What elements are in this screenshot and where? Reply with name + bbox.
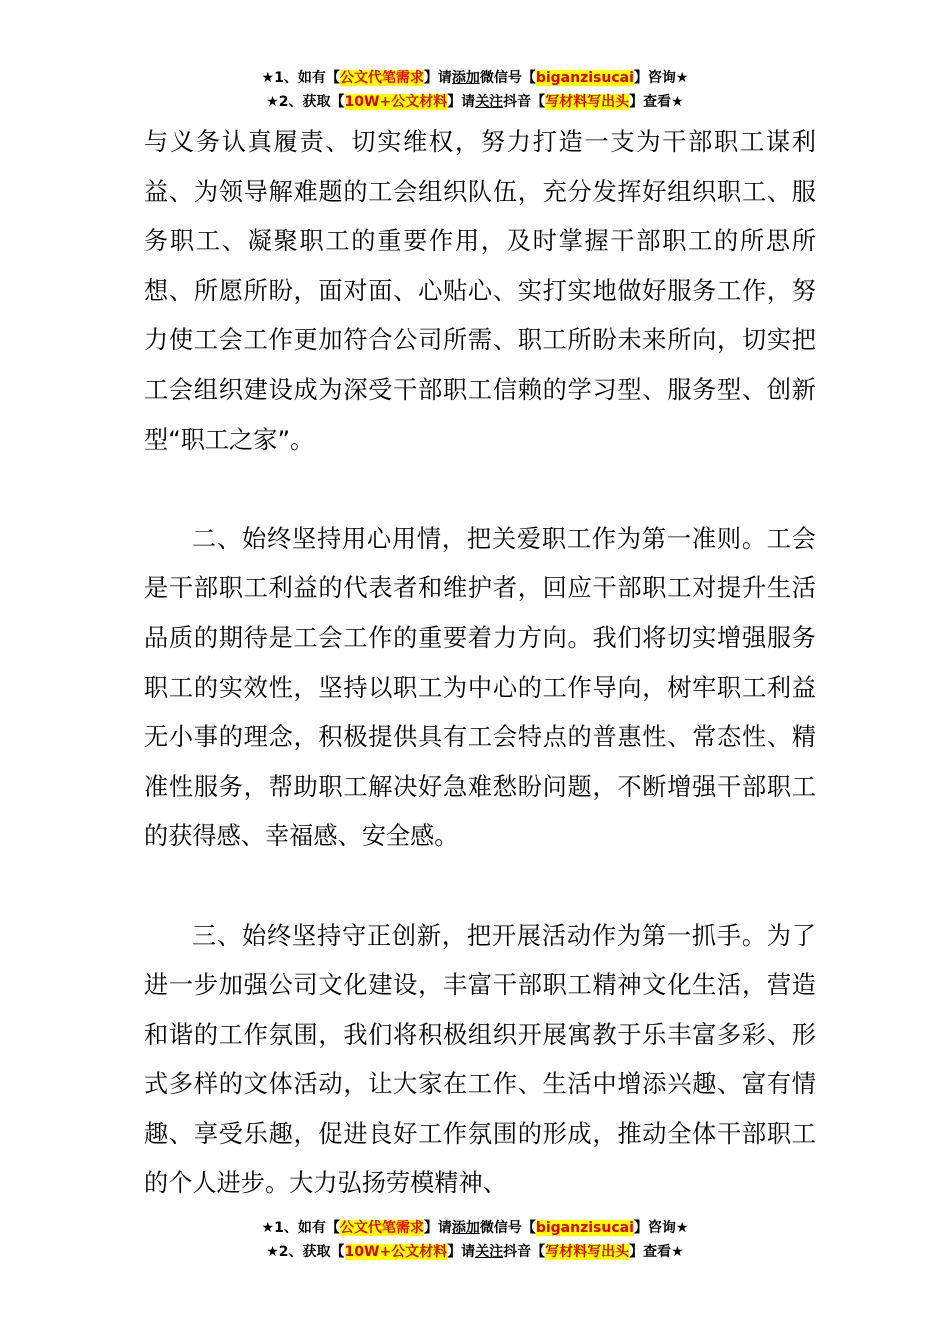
- banner-line-1: [0, 66, 950, 90]
- banner-text: 微信号【: [479, 70, 536, 86]
- paragraph-3: 三、始终坚持守正创新，把开展活动作为第一抓手。为了进一步加强公司文化建设，丰富干部职工精神文化生活，营造和谐的工作氛围，我们将积极组织开展寓教于乐丰富多彩、形式多样的文体活动，让大家在工作、生活中增添兴趣、富有情趣、享受乐趣，促进良好工作氛围的形成，推动全体干部职工的个人进步。大力弘扬劳模精神、: [144, 921, 816, 1198]
- banner-highlight: 10W+公文材料: [344, 94, 448, 110]
- banner-line-2: [0, 90, 950, 114]
- banner-text: 抖音【: [503, 94, 546, 110]
- banner-text: 】咨询★: [633, 1220, 689, 1236]
- footer-banner: [0, 1216, 950, 1264]
- banner-line-2: [0, 1240, 950, 1264]
- paragraph-1: 与义务认真履责、切实维权，努力打造一支为干部职工谋利益、为领导解难题的工会组织队伍，充分发挥好组织职工、服务职工、凝聚职工的重要作用，及时掌握干部职工的所思所想、所愿所盼，面对面、心贴心、实打实地做好服务工作，努力使工会工作更加符合公司所需、职工所盼未来所向，切实把工会组织建设成为深受干部职工信赖的学习型、服务型、创新型“职工之家”。: [144, 128, 816, 454]
- banner-highlight: 公文代笔需求: [339, 1220, 424, 1236]
- banner-underlined: 关注: [475, 94, 504, 110]
- banner-text: 】请: [447, 1244, 476, 1260]
- paragraph-gap: [144, 862, 816, 912]
- banner-text: 抖音【: [503, 1244, 546, 1260]
- banner-text: ★1、如有【: [261, 1220, 340, 1236]
- banner-underlined: 添加: [451, 70, 480, 86]
- banner-text: 】咨询★: [633, 70, 689, 86]
- banner-highlight: 公文代笔需求: [339, 70, 424, 86]
- header-banner: [0, 66, 950, 114]
- banner-highlight: 10W+公文材料: [344, 1244, 448, 1260]
- document-body: [144, 118, 816, 1209]
- banner-underlined: 添加: [451, 1220, 480, 1236]
- banner-text: 】查看★: [629, 94, 684, 110]
- banner-text: 】查看★: [629, 1244, 684, 1260]
- banner-underlined: 关注: [475, 1244, 504, 1260]
- banner-wechat-id: biganzisucai: [535, 1220, 634, 1236]
- banner-text: 】请: [423, 70, 452, 86]
- banner-line-1: [0, 1216, 950, 1240]
- banner-wechat-id: biganzisucai: [535, 70, 634, 86]
- banner-text: 微信号【: [479, 1220, 536, 1236]
- paragraph-gap: [144, 465, 816, 515]
- banner-douyin-id: 写材料写出头: [545, 94, 630, 110]
- banner-text: ★2、获取【: [266, 1244, 345, 1260]
- banner-text: ★1、如有【: [261, 70, 340, 86]
- banner-douyin-id: 写材料写出头: [545, 1244, 630, 1260]
- paragraph-2: 二、始终坚持用心用情，把关爱职工作为第一准则。工会是干部职工利益的代表者和维护者，回应干部职工对提升生活品质的期待是工会工作的重要着力方向。我们将切实增强服务职工的实效性，坚持以职工为中心的工作导向，树牢职工利益无小事的理念，积极提供具有工会特点的普惠性、常态性、精准性服务，帮助职工解决好急难愁盼问题，不断增强干部职工的获得感、幸福感、安全感。: [144, 524, 816, 851]
- banner-text: 】请: [423, 1220, 452, 1236]
- banner-text: ★2、获取【: [266, 94, 345, 110]
- banner-text: 】请: [447, 94, 476, 110]
